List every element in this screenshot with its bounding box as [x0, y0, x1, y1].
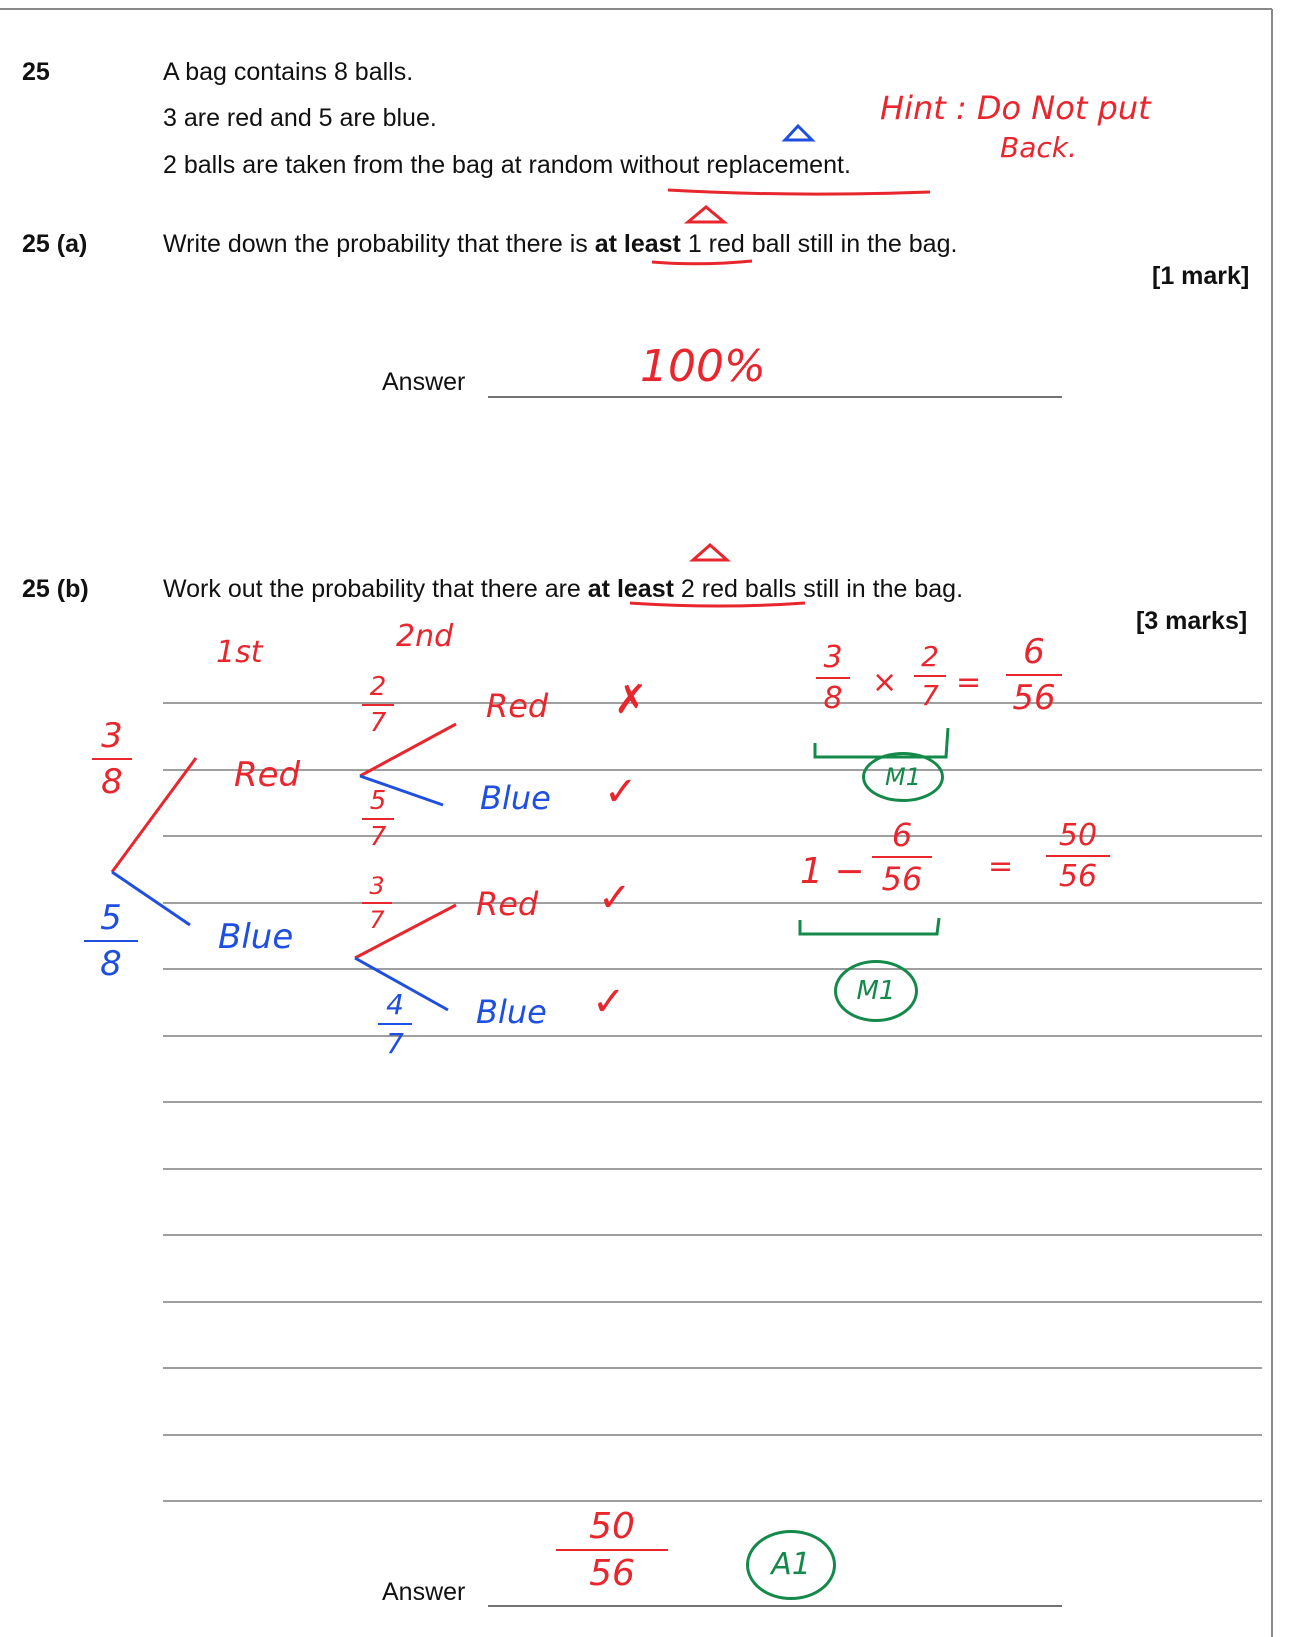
- hint-line-1: Hint : Do Not put: [880, 89, 1151, 127]
- prob-second-red-red: 2 7: [362, 672, 394, 738]
- work2-fraction: 6 56: [872, 816, 932, 898]
- first-outcome-blue: Blue: [218, 917, 294, 957]
- mark-red-blue: ✓: [604, 769, 638, 815]
- prob-second-red-blue: 5 7: [362, 786, 394, 852]
- intro-line-3: 2 balls are taken from the bag at random without replacement.: [163, 151, 851, 179]
- first-outcome-red: Red: [234, 755, 301, 795]
- part-b-answer-label: Answer: [382, 1578, 466, 1606]
- work1-result: 6 56: [1006, 632, 1062, 718]
- part-a-question: Write down the probability that there is at least 1 red ball still in the bag.: [163, 230, 958, 258]
- outcome-red-blue: Blue: [480, 779, 551, 817]
- part-b-label: 25 (b): [22, 575, 89, 603]
- work1-operator: ×: [872, 665, 898, 700]
- prob-first-blue: 5 8: [84, 898, 138, 984]
- mark-blue-red: ✓: [598, 875, 632, 921]
- work2-equals: =: [988, 849, 1014, 884]
- hint-line-2: Back.: [1000, 131, 1077, 164]
- tree-header-second: 2nd: [396, 619, 454, 654]
- work2-lead: 1 −: [800, 851, 865, 892]
- prob-second-blue-red: 3 7: [362, 872, 392, 934]
- part-a-answer-label: Answer: [382, 368, 466, 396]
- method-mark-1: M1: [862, 752, 944, 802]
- question-number: 25: [22, 58, 50, 86]
- work1-fraction-b: 2 7: [914, 640, 946, 712]
- mark-red-red: ✗: [614, 677, 648, 723]
- intro-line-1: A bag contains 8 balls.: [163, 58, 414, 86]
- work1-fraction-a: 3 8: [816, 640, 850, 716]
- outcome-blue-red: Red: [476, 885, 539, 923]
- work2-result: 50 56: [1046, 818, 1110, 894]
- tree-header-first: 1st: [216, 635, 263, 670]
- part-a-answer-value: 100%: [640, 341, 766, 392]
- prob-first-red: 3 8: [92, 716, 132, 802]
- method-mark-2: M1: [834, 960, 918, 1022]
- part-a-label: 25 (a): [22, 230, 88, 258]
- part-a-marks: [1 mark]: [1152, 262, 1250, 290]
- prob-second-blue-blue: 4 7: [378, 988, 412, 1060]
- part-b-question: Work out the probability that there are at least 2 red balls still in the bag.: [163, 575, 964, 603]
- outcome-red-red: Red: [486, 687, 549, 725]
- accuracy-mark: A1: [746, 1530, 836, 1600]
- part-b-marks: [3 marks]: [1136, 607, 1248, 635]
- intro-line-2: 3 are red and 5 are blue.: [163, 104, 437, 132]
- work1-equals: =: [956, 665, 982, 700]
- part-b-answer-value: 50 56: [556, 1506, 668, 1594]
- outcome-blue-blue: Blue: [476, 993, 547, 1031]
- without-replacement: without replacement: [620, 151, 844, 179]
- mark-blue-blue: ✓: [592, 979, 626, 1025]
